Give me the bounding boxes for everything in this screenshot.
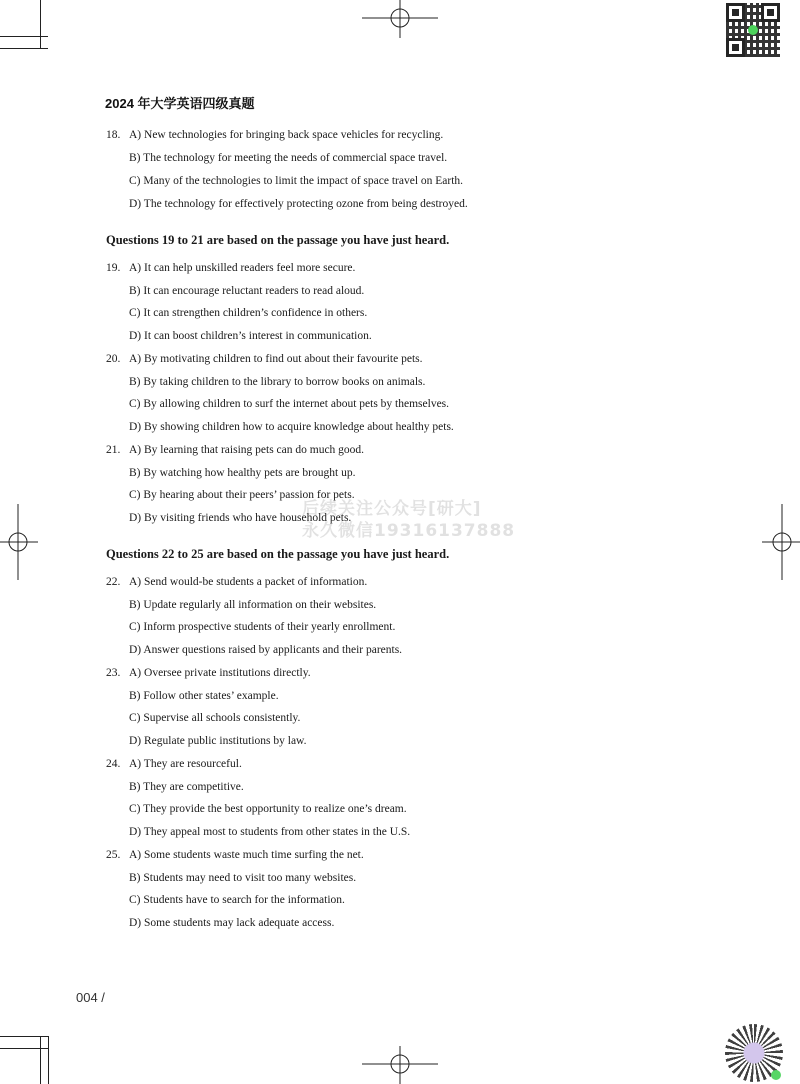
watermark [302,498,515,542]
section-heading-22-25: Questions 22 to 25 are based on the passage you have just heard. [106,547,450,561]
option-d: D) By showing children how to acquire knowledge about healthy pets. [129,421,454,433]
option-a: A) By learning that raising pets can do much good. [129,444,365,456]
option-b: B) Follow other states’ example. [129,690,279,702]
option-a: A) Oversee private institutions directly. [129,667,311,679]
wechat-icon [748,25,758,35]
option-c: C) Inform prospective students of their yearly enrollment. [129,621,396,633]
option-d: D) They appeal most to students from other states in the U.S. [129,826,411,838]
option-a: A) By motivating children to find out about their favourite pets. [129,353,423,365]
mini-program-code [725,1024,783,1082]
section-heading-19-21: Questions 19 to 21 are based on the passage you have just heard. [106,233,450,247]
crop-mark [0,1036,48,1037]
question-number: 22. [106,576,121,588]
option-b: B) Students may need to visit too many websites. [129,872,357,884]
option-b: B) It can encourage reluctant readers to read aloud. [129,285,365,297]
option-b: B) Update regularly all information on their websites. [129,599,377,611]
option-c: C) By allowing children to surf the internet about pets by themselves. [129,398,450,410]
option-b: B) By taking children to the library to borrow books on animals. [129,376,426,388]
option-c: C) It can strengthen children’s confidence in others. [129,307,368,319]
option-a: A) They are resourceful. [129,758,242,770]
option-c: C) Students have to search for the information. [129,894,345,906]
option-c: C) By hearing about their peers’ passion for pets. [129,489,355,501]
option-d: D) The technology for effectively protecting ozone from being destroyed. [129,198,468,210]
option-b: B) By watching how healthy pets are brought up. [129,467,356,479]
option-d: D) Answer questions raised by applicants and their parents. [129,644,403,656]
option-b: B) The technology for meeting the needs of commercial space travel. [129,152,448,164]
watermark-line-2: 永久微信19316137888 [302,521,516,541]
registration-mark-top [360,0,440,40]
registration-mark-right [760,502,800,582]
question-number: 21. [106,444,121,456]
option-a: A) Some students waste much time surfing the net. [129,849,364,861]
page-header-title: 2024 年大学英语四级真题 [105,96,255,111]
option-a: A) It can help unskilled readers feel more secure. [129,262,356,274]
question-number: 23. [106,667,121,679]
option-d: D) Regulate public institutions by law. [129,735,307,747]
wechat-icon [771,1070,781,1080]
question-number: 25. [106,849,121,861]
crop-mark [48,1036,49,1084]
option-a: A) New technologies for bringing back space vehicles for recycling. [129,129,444,141]
registration-mark-bottom [360,1044,440,1084]
crop-mark [0,1048,48,1049]
question-number: 19. [106,262,121,274]
qr-code-top-right [726,3,780,57]
crop-mark [0,48,48,49]
option-c: C) Supervise all schools consistently. [129,712,301,724]
option-d: D) By visiting friends who have household pets. [129,512,352,524]
crop-mark [0,36,48,37]
option-c: C) Many of the technologies to limit the impact of space travel on Earth. [129,175,464,187]
option-a: A) Send would-be students a packet of information. [129,576,368,588]
page-number: 004 / [76,990,105,1005]
crop-mark [40,0,41,48]
registration-mark-left [0,502,40,582]
question-number: 24. [106,758,121,770]
option-d: D) Some students may lack adequate access. [129,917,335,929]
question-number: 18. [106,129,121,141]
option-d: D) It can boost children’s interest in communication. [129,330,372,342]
question-number: 20. [106,353,121,365]
option-b: B) They are competitive. [129,781,244,793]
crop-mark [40,1036,41,1084]
option-c: C) They provide the best opportunity to realize one’s dream. [129,803,407,815]
watermark-line-1: 后续关注公众号[研大] [302,499,482,519]
